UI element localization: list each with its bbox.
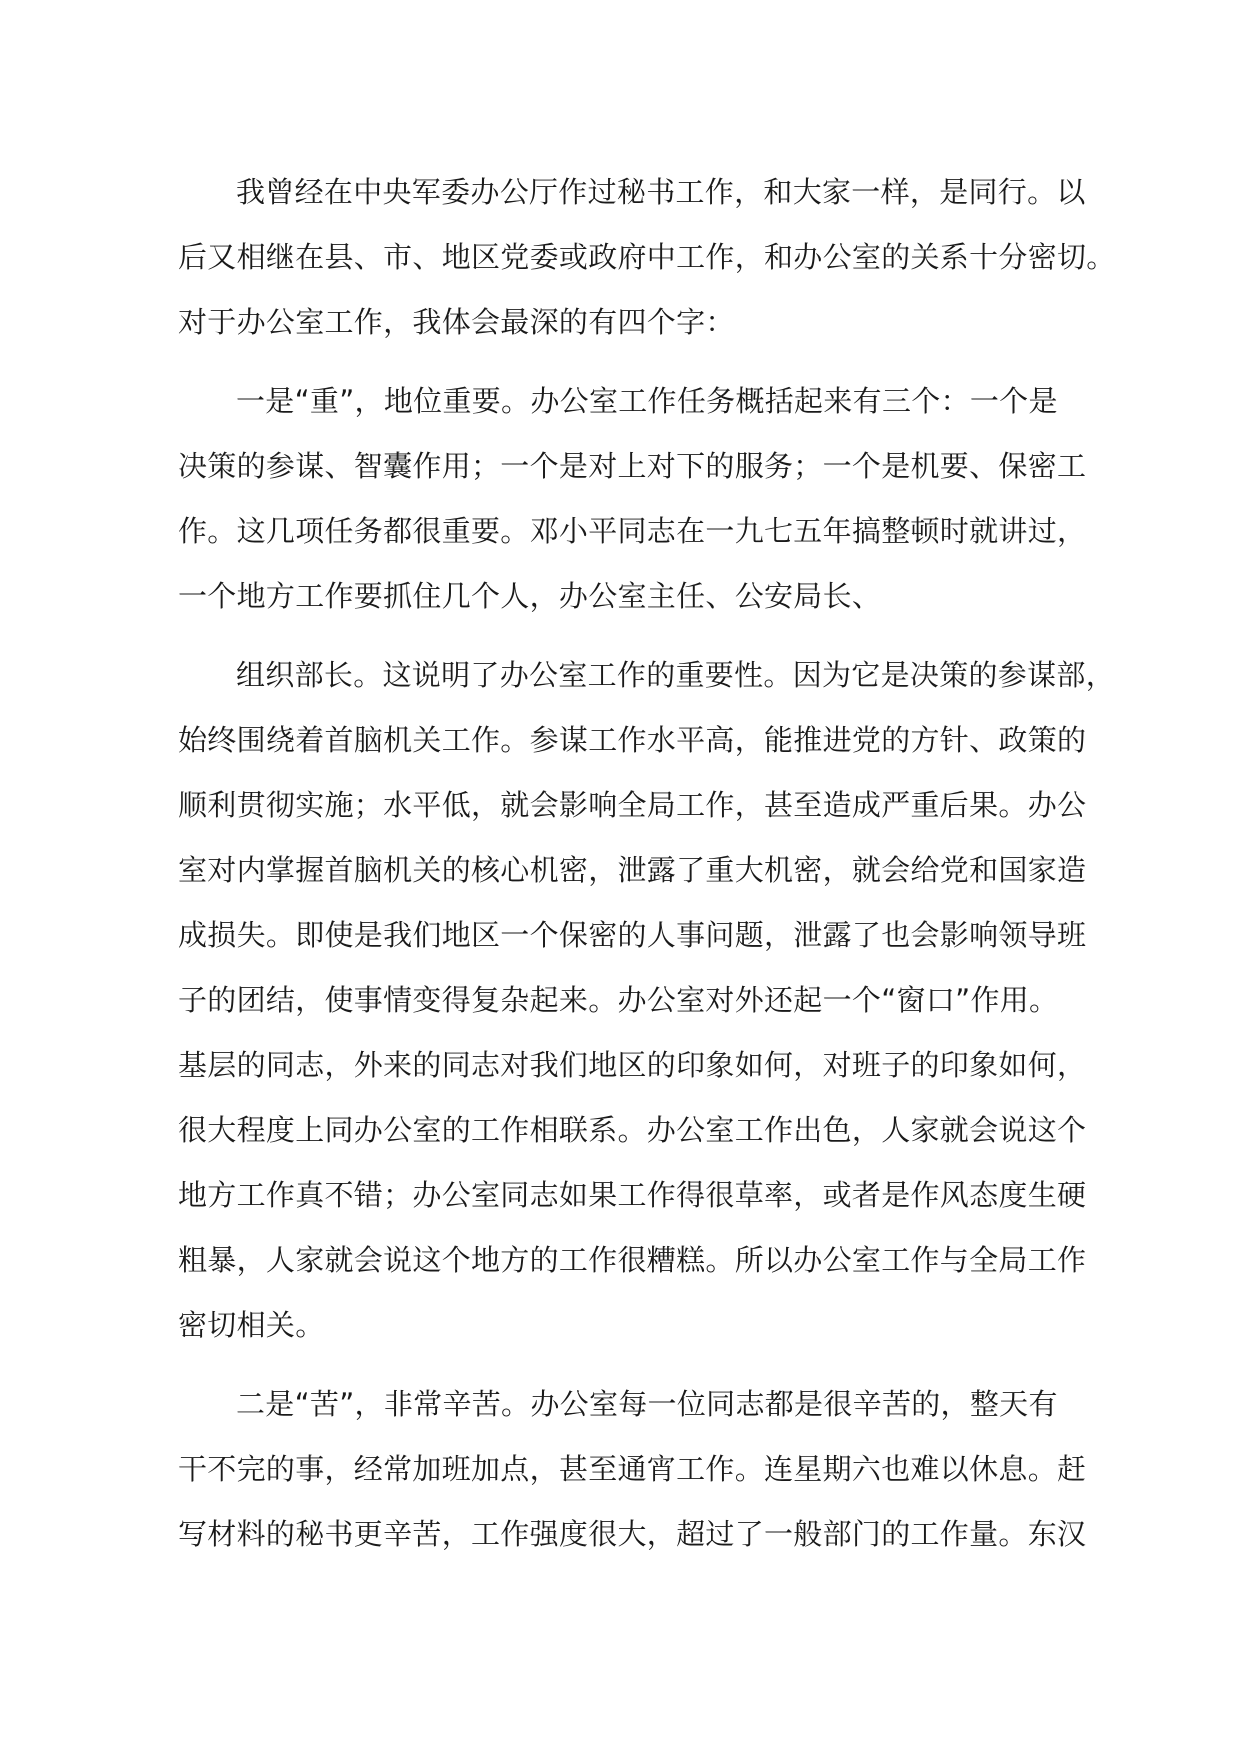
text-line: 一是“重”，地位重要。办公室工作任务概括起来有三个：一个是: [236, 384, 1058, 418]
text-line: 顺利贯彻实施；水平低，就会影响全局工作，甚至造成严重后果。办公: [178, 788, 1087, 822]
text-line: 始终围绕着首脑机关工作。参谋工作水平高，能推进党的方针、政策的: [178, 723, 1087, 757]
text-line: 很大程度上同办公室的工作相联系。办公室工作出色，人家就会说这个: [178, 1113, 1087, 1147]
paragraph-point-two: [178, 1372, 1108, 1567]
document-page: [178, 160, 1116, 1581]
text-line: 基层的同志，外来的同志对我们地区的印象如何，对班子的印象如何，: [178, 1048, 1087, 1082]
paragraph-intro: [178, 160, 1116, 355]
paragraph-point-one: [178, 369, 1108, 629]
text-line: 粗暴，人家就会说这个地方的工作很糟糕。所以办公室工作与全局工作: [178, 1243, 1087, 1277]
text-line: 对于办公室工作，我体会最深的有四个字：: [178, 305, 735, 339]
text-line: 后又相继在县、市、地区党委或政府中工作，和办公室的关系十分密切。: [178, 240, 1116, 274]
text-line: 写材料的秘书更辛苦，工作强度很大，超过了一般部门的工作量。东汉: [178, 1517, 1087, 1551]
text-line: 室对内掌握首脑机关的核心机密，泄露了重大机密，就会给党和国家造: [178, 853, 1087, 887]
text-line: 二是“苦”，非常辛苦。办公室每一位同志都是很辛苦的，整天有: [236, 1387, 1058, 1421]
text-line: 地方工作真不错；办公室同志如果工作得很草率，或者是作风态度生硬: [178, 1178, 1087, 1212]
text-line: 干不完的事，经常加班加点，甚至通宵工作。连星期六也难以休息。赶: [178, 1452, 1087, 1486]
text-line: 一个地方工作要抓住几个人，办公室主任、公安局长、: [178, 579, 882, 613]
text-line: 子的团结，使事情变得复杂起来。办公室对外还起一个“窗口”作用。: [178, 983, 1059, 1017]
paragraph-point-one-continued: [178, 643, 1116, 1358]
text-line: 组织部长。这说明了办公室工作的重要性。因为它是决策的参谋部，: [236, 658, 1116, 692]
text-line: 作。这几项任务都很重要。邓小平同志在一九七五年搞整顿时就讲过，: [178, 514, 1087, 548]
text-line: 成损失。即使是我们地区一个保密的人事问题，泄露了也会影响领导班: [178, 918, 1087, 952]
text-line: 密切相关。: [178, 1308, 325, 1342]
text-line: 我曾经在中央军委办公厅作过秘书工作，和大家一样，是同行。以: [236, 175, 1086, 209]
text-line: 决策的参谋、智囊作用；一个是对上对下的服务；一个是机要、保密工: [178, 449, 1087, 483]
